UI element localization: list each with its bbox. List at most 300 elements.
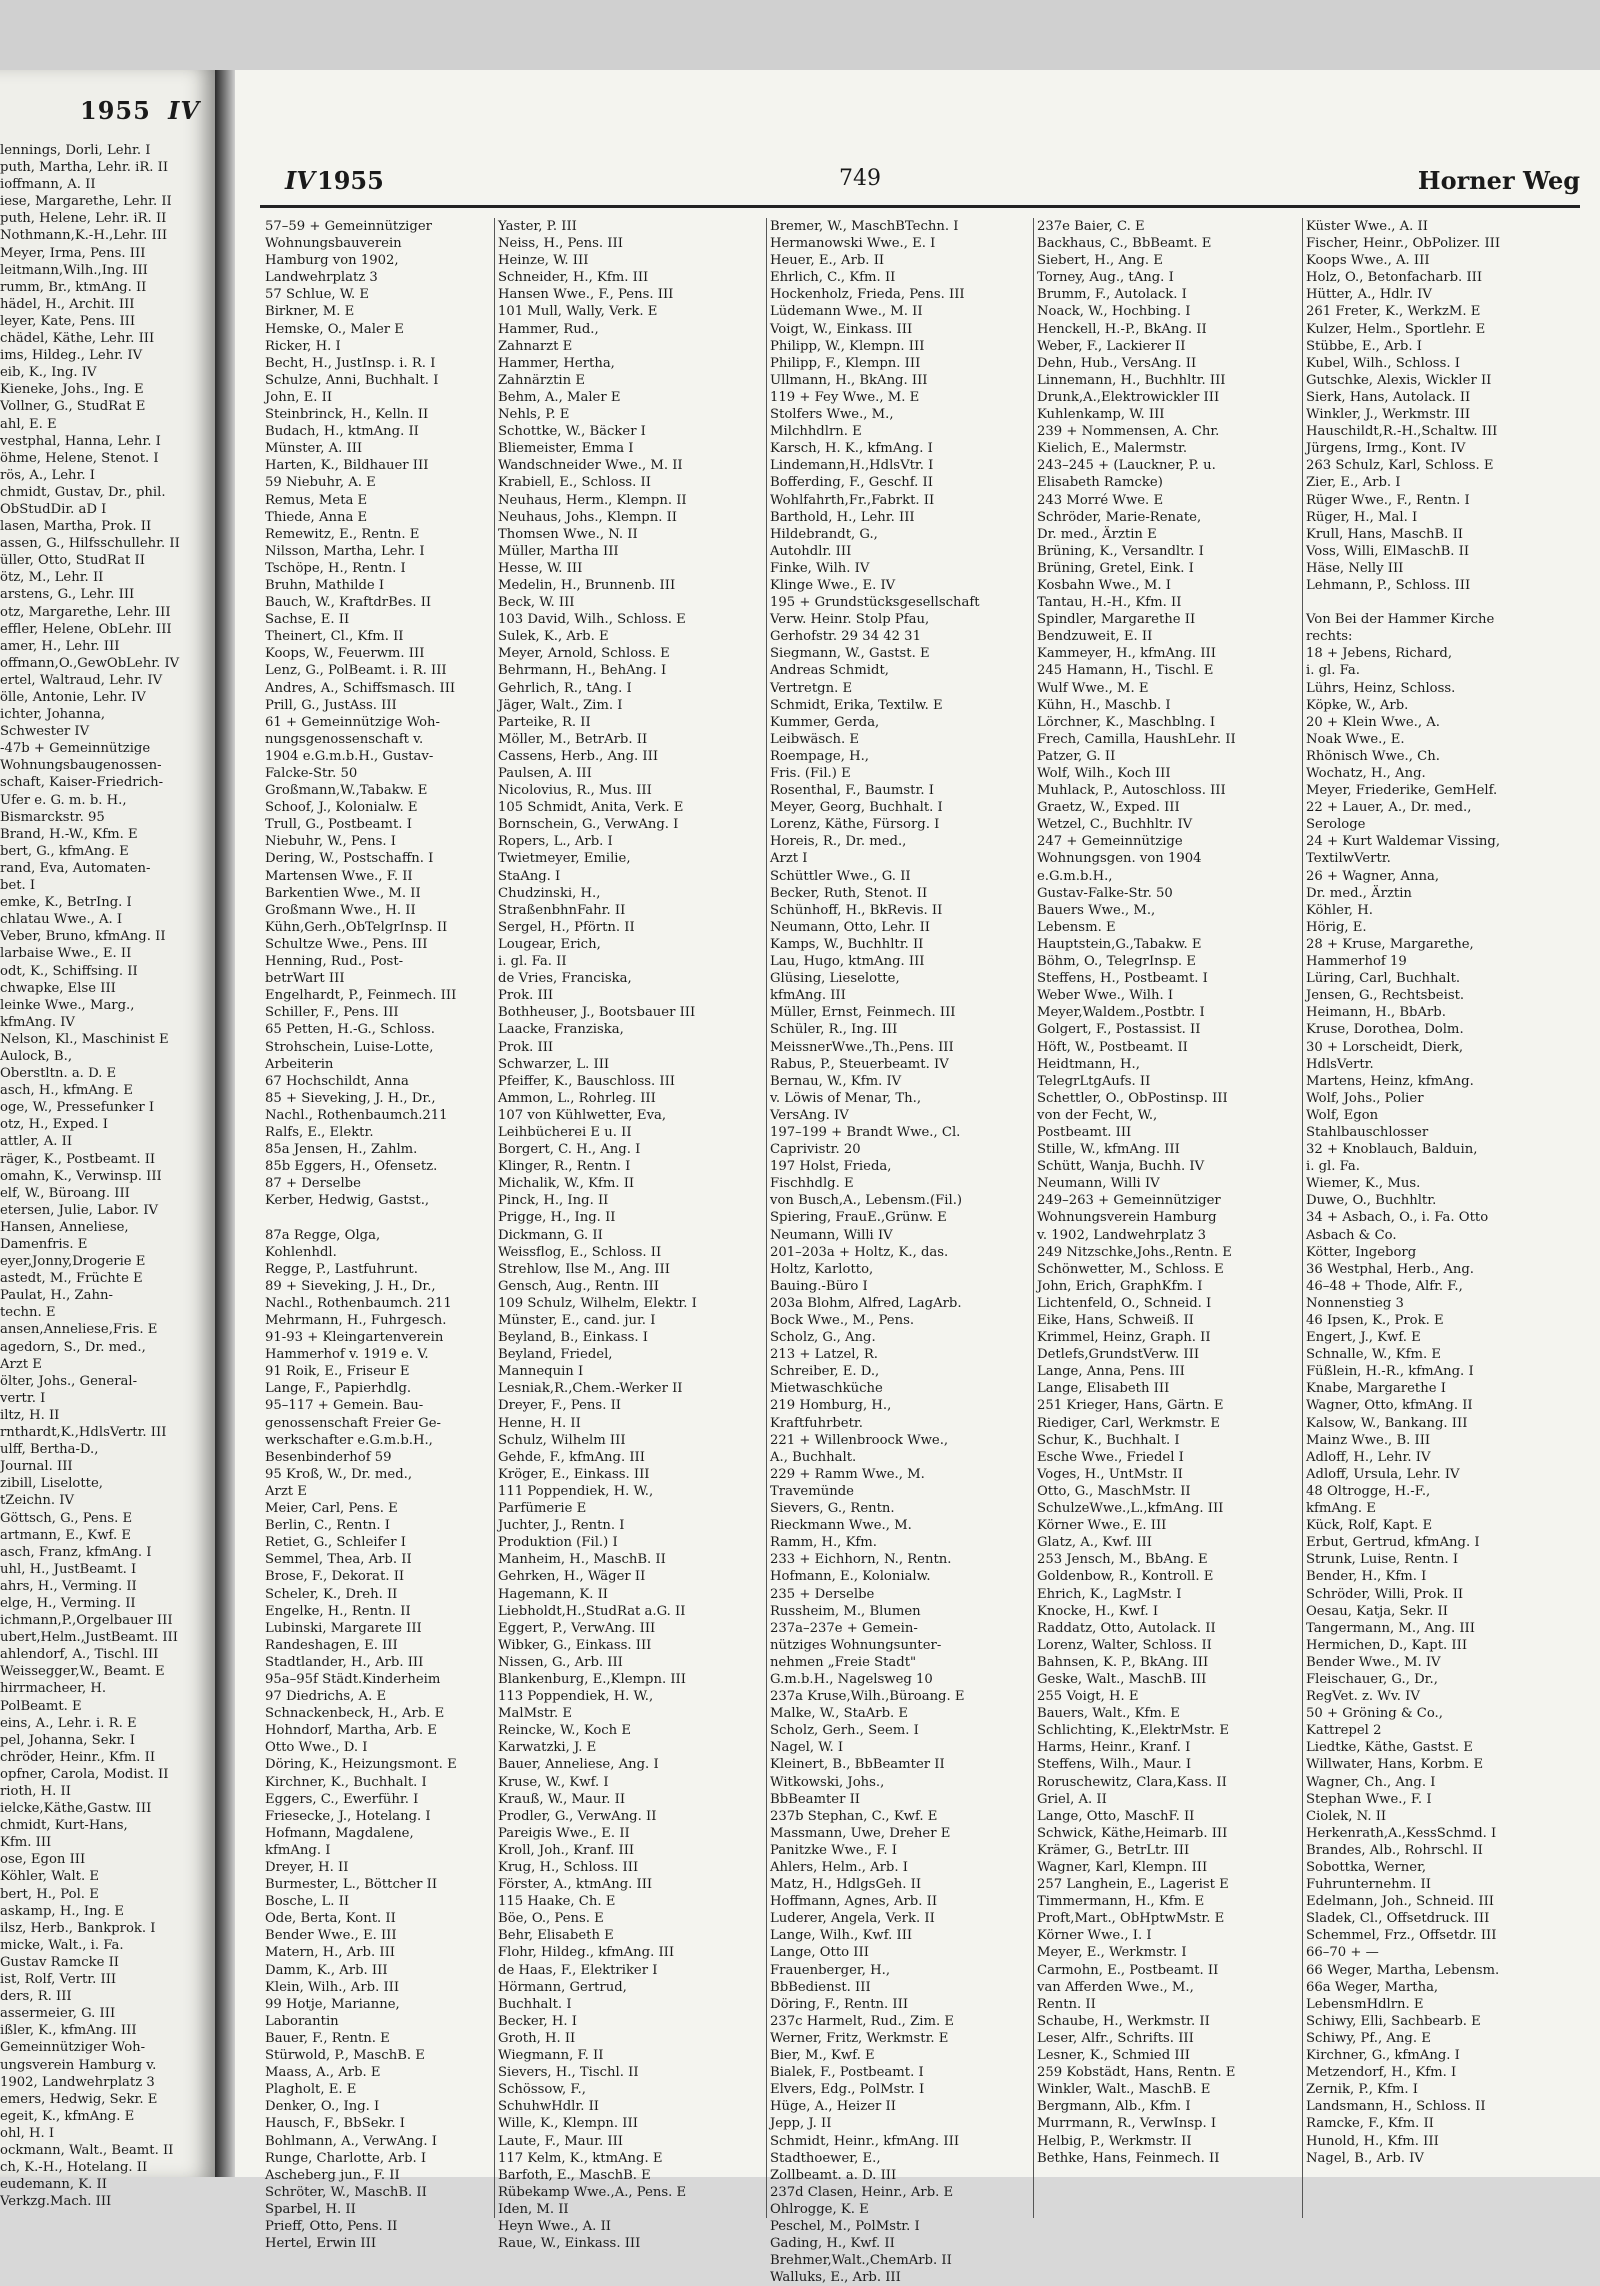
directory-entry: omahn, K., Verwinsp. III — [0, 1168, 162, 1184]
directory-entry: Beyland, B., Einkass. I — [498, 1330, 648, 1346]
directory-entry: ose, Egon III — [0, 1852, 86, 1868]
directory-entry: Hammerhof v. 1919 e. V. — [265, 1347, 429, 1363]
directory-entry: räger, K., Postbeamt. II — [0, 1151, 156, 1167]
directory-entry: Wochatz, H., Ang. — [1306, 766, 1426, 781]
directory-entry: Detlefs,GrundstVerw. III — [1037, 1347, 1200, 1363]
directory-entry: Verw. Heinr. Stolp Pfau, — [770, 612, 930, 628]
directory-entry: Schur, K., Buchhalt. I — [1037, 1432, 1180, 1448]
directory-entry: Chudzinski, H., — [498, 885, 601, 901]
directory-entry: Kroll, Joh., Kranf. III — [498, 1842, 635, 1858]
directory-entry: Nissen, G., Arb. III — [498, 1654, 623, 1670]
directory-entry: Eggers, C., Ewerführ. I — [265, 1791, 419, 1807]
directory-entry: Voges, H., UntMstr. II — [1037, 1466, 1183, 1482]
directory-entry: Rentn. II — [1037, 1996, 1096, 2012]
directory-entry: Lange, Otto III — [770, 1945, 869, 1961]
directory-entry: Schwarzer, L. III — [498, 1056, 610, 1072]
directory-entry: Metzendorf, H., Kfm. I — [1306, 2065, 1457, 2081]
directory-entry: Schössow, F., — [498, 2082, 586, 2098]
directory-entry: Elisabeth Ramcke) — [1037, 475, 1163, 491]
directory-entry: Blankenburg, E.,Klempn. III — [498, 1671, 686, 1687]
directory-entry: Hauptstein,G.,Tabakw. E — [1037, 936, 1202, 952]
directory-entry: Ode, Berta, Kont. II — [265, 1911, 396, 1927]
directory-entry: MalMstr. E — [498, 1706, 573, 1722]
directory-entry: kfmAng. III — [770, 988, 846, 1004]
directory-entry: Theinert, Cl., Kfm. II — [265, 629, 404, 645]
directory-entry: Körner Wwe., E. III — [1037, 1518, 1167, 1534]
directory-entry: Prill, G., JustAss. III — [265, 697, 397, 713]
directory-entry: Klein, Wilh., Arb. III — [265, 1979, 400, 1995]
directory-entry: Massmann, Uwe, Dreher E — [770, 1825, 951, 1841]
directory-entry: ahl, E. E — [0, 416, 57, 432]
directory-entry: Ropers, L., Arb. I — [498, 834, 613, 850]
directory-entry: Becker, Ruth, Stenot. II — [770, 885, 928, 901]
directory-entry: Postbeamt. III — [1037, 1124, 1132, 1140]
directory-entry: kfmAng. E — [1306, 1501, 1376, 1517]
directory-entry: Henning, Rud., Post- — [265, 954, 404, 970]
directory-entry: Glatz, A., Kwf. III — [1037, 1535, 1152, 1551]
directory-entry: Lesner, K., Schmied III — [1037, 2048, 1190, 2064]
directory-entry: Prigge, H., Ing. II — [498, 1210, 616, 1226]
directory-entry: Kötter, Ingeborg — [1306, 1244, 1417, 1260]
directory-entry: Müller, Ernst, Feinmech. III — [770, 1005, 956, 1021]
directory-entry: nütziges Wohnungsunter- — [770, 1637, 942, 1653]
directory-entry: 111 Poppendiek, H. W., — [498, 1483, 654, 1499]
directory-entry: Heinze, W. III — [498, 253, 589, 269]
directory-entry: 24 + Kurt Waldemar Vissing, — [1306, 834, 1501, 850]
directory-column-4 — [1037, 218, 1299, 2167]
directory-entry: lasen, Martha, Prok. II — [0, 519, 152, 535]
directory-entry: Harten, K., Bildhauer III — [265, 458, 429, 474]
directory-entry: rumm, Br., ktmAng. II — [0, 279, 147, 295]
directory-entry: nehmen „Freie Stadt" — [770, 1654, 917, 1670]
directory-entry: Retiet, G., Schleifer I — [265, 1535, 406, 1551]
directory-entry: betrWart III — [265, 971, 345, 987]
directory-entry: Nagel, W. I — [770, 1740, 844, 1756]
directory-entry: i. gl. Fa. II — [498, 954, 567, 970]
directory-entry: Meier, Carl, Pens. E — [265, 1501, 398, 1517]
directory-entry: Kattrepel 2 — [1306, 1723, 1382, 1739]
directory-entry: Schröder, Marie-Renate, — [1037, 509, 1202, 525]
directory-entry: Geske, Walt., MaschB. III — [1037, 1671, 1207, 1687]
directory-entry: Ahlers, Helm., Arb. I — [770, 1860, 908, 1875]
directory-entry: 59 Niebuhr, A. E — [265, 475, 376, 491]
directory-entry: Veber, Bruno, kfmAng. II — [0, 929, 166, 945]
directory-entry: 253 Jensch, M., BbAng. E — [1037, 1552, 1208, 1568]
directory-entry: Behm, A., Maler E — [498, 389, 621, 405]
directory-entry: zibill, Liselotte, — [0, 1476, 103, 1492]
directory-entry: Oberstltn. a. D. E — [0, 1066, 117, 1082]
directory-entry: Panitzke Wwe., F. I — [770, 1842, 897, 1858]
directory-entry: Zollbeamt. a. D. III — [770, 2167, 897, 2183]
directory-entry: Wille, K., Klempn. III — [498, 2116, 638, 2132]
directory-entry: chlatau Wwe., A. I — [0, 912, 123, 928]
directory-entry: Wetzel, C., Buchhltr. IV — [1037, 817, 1193, 833]
directory-entry: Fleischauer, G., Dr., — [1306, 1671, 1438, 1687]
directory-entry: elge, H., Verming. II — [0, 1595, 136, 1611]
directory-entry: Hörmann, Gertrud, — [498, 1979, 627, 1995]
directory-entry: Dr. med., Ärztin — [1306, 885, 1412, 901]
directory-entry: Barkentien Wwe., M. II — [265, 885, 421, 901]
directory-entry: bet. I — [0, 878, 36, 894]
directory-entry: Wiemer, K., Mus. — [1306, 1176, 1421, 1192]
directory-entry: Engert, J., Kwf. E — [1306, 1330, 1421, 1346]
directory-entry: Jürgens, Irmg., Kont. IV — [1306, 441, 1466, 457]
directory-entry: schaft, Kaiser-Friedrich- — [0, 775, 164, 791]
directory-entry: Schettler, O., ObPostinsp. III — [1037, 1090, 1228, 1106]
directory-entry: Rübekamp Wwe.,A., Pens. E — [498, 2184, 687, 2200]
directory-entry: Nachl., Rothenbaumch.211 — [265, 1107, 448, 1123]
directory-entry: Bruhn, Mathilde I — [265, 577, 385, 593]
directory-entry: Gutschke, Alexis, Wickler II — [1306, 372, 1492, 388]
directory-entry: chwapke, Else III — [0, 980, 116, 996]
directory-entry: Von Bei der Hammer Kirche — [1306, 612, 1495, 628]
directory-entry: Eggert, P., VerwAng. III — [498, 1620, 656, 1636]
directory-entry: Lau, Hugo, ktmAng. III — [770, 954, 925, 970]
directory-entry: 97 Diedrichs, A. E — [265, 1689, 387, 1705]
directory-entry: Lubinski, Margarete III — [265, 1620, 422, 1636]
directory-entry: hirrmacheer, H. — [0, 1681, 107, 1697]
directory-entry: 261 Freter, K., WerkzM. E — [1306, 304, 1481, 320]
directory-entry: 237b Stephan, C., Kwf. E — [770, 1808, 938, 1824]
directory-entry: Matern, H., Arb. III — [265, 1945, 396, 1961]
directory-entry: 57–59 + Gemeinnütziger — [265, 219, 432, 234]
directory-entry: Carmohn, E., Postbeamt. II — [1037, 1962, 1219, 1978]
directory-entry: Strohschein, Luise-Lotte, — [265, 1039, 434, 1055]
directory-entry: Zernik, P., Kfm. I — [1306, 2082, 1418, 2098]
directory-entry: Bosche, L. II — [265, 1894, 350, 1910]
directory-entry: i. gl. Fa. — [1306, 1159, 1360, 1175]
directory-entry: Klinger, R., Rentn. I — [498, 1159, 631, 1175]
directory-entry: Krämer, G., BetrLtr. III — [1037, 1842, 1190, 1858]
directory-entry: Meyer, E., Werkmstr. I — [1037, 1945, 1187, 1961]
directory-entry: Wohnungsbauverein — [265, 236, 402, 252]
street-name: Horner Weg — [1417, 166, 1580, 195]
directory-entry: Vollner, G., StudRat E — [0, 399, 146, 415]
directory-entry: Füßlein, H.-R., kfmAng. I — [1306, 1364, 1474, 1380]
directory-entry: Krauß, W., Maur. II — [498, 1791, 626, 1807]
directory-entry: G.m.b.H., Nagelsweg 10 — [770, 1671, 933, 1687]
directory-entry: 115 Haake, Ch. E — [498, 1894, 616, 1910]
directory-entry: Holtz, Karlotto, — [770, 1261, 874, 1277]
directory-entry: Becht, H., JustInsp. i. R. I — [265, 355, 436, 371]
directory-entry: Finke, Wilh. IV — [770, 560, 870, 576]
directory-entry: 30 + Lorscheidt, Dierk, — [1306, 1039, 1464, 1055]
directory-entry: von der Fecht, W., — [1037, 1107, 1158, 1123]
directory-entry: Schütt, Wanja, Buchh. IV — [1037, 1159, 1205, 1175]
directory-entry: Pinck, H., Ing. II — [498, 1193, 609, 1209]
directory-entry: Weissflog, E., Schloss. II — [498, 1244, 662, 1260]
directory-entry: Ehrich, K., LagMstr. I — [1037, 1586, 1182, 1602]
directory-entry: Wolf, Egon — [1306, 1107, 1379, 1123]
directory-entry: Nilsson, Martha, Lehr. I — [265, 543, 425, 559]
directory-entry: Luderer, Angela, Verk. II — [770, 1911, 935, 1927]
directory-entry: Kraftfuhrbetr. — [770, 1415, 863, 1431]
right-page-header — [235, 166, 1600, 206]
directory-entry: Weissegger,W., Beamt. E — [0, 1664, 165, 1680]
directory-entry: Brehmer,Walt.,ChemArb. II — [770, 2253, 952, 2269]
directory-entry: Paulat, H., Zahn- — [0, 1288, 113, 1304]
directory-entry: Bliemeister, Emma I — [498, 441, 634, 457]
directory-entry: Lichtenfeld, O., Schneid. I — [1037, 1295, 1212, 1311]
directory-entry: de Vries, Franciska, — [498, 971, 632, 987]
directory-entry: 87 + Derselbe — [265, 1176, 361, 1192]
directory-entry: Wohnungsgen. von 1904 — [1037, 851, 1202, 867]
directory-entry: Stephan Wwe., F. I — [1306, 1791, 1432, 1807]
directory-entry: Mehrmann, H., Fuhrgesch. — [265, 1313, 447, 1328]
directory-entry: 91-93 + Kleingartenverein — [265, 1330, 444, 1346]
directory-column-1 — [265, 218, 490, 2252]
directory-entry: Voss, Willi, ElMaschB. II — [1306, 543, 1470, 559]
directory-entry: Hörig, E. — [1306, 919, 1367, 935]
directory-entry: Muhlack, P., Autoschloss. III — [1037, 783, 1226, 799]
left-page-header — [80, 96, 200, 125]
directory-entry: Fris. (Fil.) E — [770, 766, 851, 781]
directory-entry: Thomsen Wwe., N. II — [498, 526, 638, 542]
directory-entry: Linnemann, H., Buchhltr. III — [1037, 372, 1226, 388]
directory-entry: Hoffmann, Agnes, Arb. II — [770, 1894, 938, 1910]
directory-entry: BbBedienst. III — [770, 1979, 871, 1995]
directory-entry: Meyer,Waldem.,Postbtr. I — [1037, 1005, 1205, 1021]
directory-entry: Erbut, Gertrud, kfmAng. I — [1306, 1535, 1480, 1551]
directory-entry: Neiss, H., Pens. III — [498, 236, 623, 252]
directory-entry: üller, Otto, StudRat II — [0, 553, 145, 569]
directory-entry: Dreyer, H. II — [265, 1860, 349, 1875]
directory-entry: Lange, Wilh., Kwf. III — [770, 1928, 913, 1944]
directory-entry: Schröter, W., MaschB. II — [265, 2184, 427, 2200]
directory-entry: Twietmeyer, Emilie, — [498, 851, 631, 867]
directory-entry: pel, Johanna, Sekr. I — [0, 1732, 135, 1748]
directory-entry: Lehmann, P., Schloss. III — [1306, 577, 1471, 593]
directory-entry: Köhler, Walt. E — [0, 1869, 99, 1885]
directory-entry: bert, G., kfmAng. E — [0, 843, 129, 859]
directory-entry: Horeis, R., Dr. med., — [770, 834, 907, 850]
directory-entry: Prok. III — [498, 988, 554, 1004]
directory-entry: nungsgenossenschaft v. — [265, 731, 424, 747]
directory-entry: Wulf Wwe., M. E — [1037, 680, 1149, 696]
directory-entry: SchulzeWwe.,L.,kfmAng. III — [1037, 1501, 1224, 1517]
directory-entry: Dering, W., Postschaffn. I — [265, 851, 434, 867]
directory-entry: Häse, Nelly III — [1306, 560, 1404, 576]
directory-entry: 95–117 + Gemein. Bau- — [265, 1398, 424, 1414]
directory-entry: 249 Nitzschke,Johs.,Rentn. E — [1037, 1244, 1232, 1260]
directory-entry: emers, Hedwig, Sekr. E — [0, 2091, 158, 2107]
directory-entry: 67 Hochschildt, Anna — [265, 1073, 409, 1089]
directory-entry: Wandschneider Wwe., M. II — [498, 458, 683, 474]
directory-entry: 255 Voigt, H. E — [1037, 1689, 1139, 1705]
directory-entry: Hesse, W. III — [498, 560, 583, 576]
directory-entry: Liedtke, Käthe, Gastst. E — [1306, 1740, 1473, 1756]
directory-entry: Beyland, Friedel, — [498, 1347, 613, 1363]
directory-entry: Bender, H., Kfm. I — [1306, 1569, 1427, 1585]
directory-entry: leitmann,Wilh.,Ing. III — [0, 262, 148, 278]
directory-entry: emke, K., BetrIng. I — [0, 895, 132, 911]
directory-entry: Ciolek, N. II — [1306, 1808, 1387, 1824]
directory-entry: Karwatzki, J. E — [498, 1740, 597, 1756]
directory-entry: Helbig, P., Werkmstr. II — [1037, 2133, 1192, 2149]
directory-entry: ObStudDir. aD I — [0, 501, 107, 517]
directory-entry: ichmann,P.,Orgelbauer III — [0, 1613, 173, 1629]
directory-entry: Lüdemann Wwe., M. II — [770, 304, 923, 320]
directory-entry: Werner, Fritz, Werkmstr. E — [770, 2030, 949, 2046]
directory-entry: Hildebrandt, G., — [770, 526, 878, 542]
directory-entry: Bergmann, Alb., Kfm. I — [1037, 2099, 1191, 2115]
directory-entry: Ascheberg jun., F. II — [265, 2167, 400, 2183]
directory-entry: Bohlmann, A., VerwAng. I — [265, 2133, 437, 2149]
directory-entry: Tantau, H.-H., Kfm. II — [1037, 595, 1182, 611]
directory-entry: Stübbe, E., Arb. I — [1306, 338, 1422, 354]
directory-entry: agedorn, S., Dr. med., — [0, 1339, 146, 1355]
directory-entry: Lorenz, Käthe, Fürsorg. I — [770, 817, 940, 833]
directory-entry: oge, W., Pressefunker I — [0, 1100, 155, 1116]
directory-entry: Landwehrplatz 3 — [265, 270, 378, 286]
directory-entry: v. 1902, Landwehrplatz 3 — [1037, 1227, 1207, 1243]
directory-entry: Kirchner, K., Buchhalt. I — [265, 1774, 427, 1790]
directory-entry: Hagemann, K. II — [498, 1586, 609, 1602]
directory-entry: eib, K., Ing. IV — [0, 365, 97, 381]
directory-entry: rechts: — [1306, 629, 1353, 645]
directory-entry: 91 Roik, E., Friseur E — [265, 1364, 410, 1380]
directory-entry: Meyer, Irma, Pens. III — [0, 245, 146, 261]
directory-entry: Lebensm. E — [1037, 919, 1116, 935]
directory-entry: Ralfs, E., Elektr. — [265, 1124, 374, 1140]
directory-entry: leyer, Kate, Pens. III — [0, 313, 136, 329]
directory-entry: eins, A., Lehr. i. R. E — [0, 1715, 137, 1731]
directory-entry: de Haas, F., Elektriker I — [498, 1962, 658, 1978]
directory-entry: Wohnungsverein Hamburg — [1037, 1210, 1217, 1226]
directory-entry: Strehlow, Ilse M., Ang. III — [498, 1261, 670, 1277]
directory-entry: ohl, H. I — [0, 2125, 55, 2141]
directory-entry: Fuhrunternehm. II — [1306, 1877, 1431, 1893]
directory-entry: Elvers, Edg., PolMstr. I — [770, 2082, 925, 2098]
directory-entry: Remus, Meta E — [265, 492, 368, 508]
directory-entry: rnthardt,K.,HdlsVertr. III — [0, 1425, 167, 1441]
directory-entry: Hammer, Hertha, — [498, 355, 615, 371]
directory-entry: artmann, E., Kwf. E — [0, 1527, 131, 1543]
directory-entry: Pfeiffer, K., Bauschloss. III — [498, 1073, 676, 1089]
directory-entry — [265, 1209, 490, 1226]
directory-entry: ißler, K., kfmAng. III — [0, 2023, 137, 2039]
directory-entry: ielcke,Käthe,Gastw. III — [0, 1801, 152, 1817]
directory-entry: Brandes, Alb., Rohrschl. II — [1306, 1842, 1483, 1858]
directory-entry: 28 + Kruse, Margarethe, — [1306, 936, 1474, 952]
directory-entry: ungsverein Hamburg v. — [0, 2057, 157, 2073]
directory-entry: Neumann, Otto, Lehr. II — [770, 919, 931, 935]
directory-entry: Hausch, F., BbSekr. I — [265, 2116, 405, 2132]
directory-entry: 61 + Gemeinnützige Woh- — [265, 714, 441, 730]
directory-entry: Schüler, R., Ing. III — [770, 1022, 898, 1038]
directory-entry: Münster, E., cand. jur. I — [498, 1313, 656, 1328]
directory-entry: Lindemann,H.,HdlsVtr. I — [770, 458, 934, 474]
directory-entry: Koops Wwe., A. III — [1306, 253, 1430, 269]
directory-entry: ubert,Helm.,JustBeamt. III — [0, 1630, 178, 1646]
directory-entry: Jäger, Walt., Zim. I — [498, 697, 623, 713]
directory-entry: Hunold, H., Kfm. III — [1306, 2133, 1439, 2149]
directory-entry: lennings, Dorli, Lehr. I — [0, 143, 151, 158]
directory-entry: etersen, Julie, Labor. IV — [0, 1202, 159, 1218]
directory-entry: Semmel, Thea, Arb. II — [265, 1552, 412, 1568]
directory-entry: Hammer, Rud., — [498, 321, 599, 337]
directory-entry: vertr. I — [0, 1390, 46, 1406]
directory-entry: Kieneke, Johs., Ing. E — [0, 382, 144, 398]
directory-entry: Proft,Mart., ObHptwMstr. E — [1037, 1911, 1225, 1927]
directory-entry: Tschöpe, H., Rentn. I — [265, 560, 406, 576]
directory-entry: Nothmann,K.-H.,Lehr. III — [0, 228, 168, 244]
directory-entry: Bothheuser, J., Bootsbauer III — [498, 1005, 696, 1021]
directory-entry: Verkzg.Mach. III — [0, 2194, 112, 2210]
directory-entry: Mietwaschküche — [770, 1381, 883, 1397]
directory-entry: Wibker, G., Einkass. III — [498, 1637, 652, 1653]
directory-entry: Prieff, Otto, Pens. II — [265, 2218, 398, 2234]
directory-entry: Gustav-Falke-Str. 50 — [1037, 885, 1173, 901]
directory-entry: 113 Poppendiek, H. W., — [498, 1689, 654, 1705]
directory-entry: 85b Eggers, H., Ofensetz. — [265, 1159, 438, 1175]
directory-entry: Strunk, Luise, Rentn. I — [1306, 1552, 1459, 1568]
directory-entry: Lörchner, K., Maschblng. I — [1037, 714, 1216, 730]
directory-entry: Andreas Schmidt, — [770, 663, 889, 679]
directory-entry: Gehde, F., kfmAng. III — [498, 1449, 645, 1465]
directory-entry: 263 Schulz, Karl, Schloss. E — [1306, 458, 1494, 474]
directory-entry: Meyer, Friederike, GemHelf. — [1306, 783, 1498, 799]
directory-entry: Engelhardt, P., Feinmech. III — [265, 988, 457, 1004]
directory-entry: Prok. III — [498, 1039, 554, 1055]
directory-entry: Böhm, O., TelegrInsp. E — [1037, 954, 1196, 970]
directory-entry: Ricker, H. I — [265, 338, 341, 354]
directory-entry: Oesau, Katja, Sekr. II — [1306, 1603, 1448, 1619]
directory-entry: Wagner, Otto, kfmAng. II — [1306, 1398, 1473, 1414]
directory-entry: 251 Krieger, Hans, Gärtn. E — [1037, 1398, 1224, 1414]
directory-entry: Peschel, M., PolMstr. I — [770, 2218, 920, 2234]
directory-entry: Bornschein, G., VerwAng. I — [498, 817, 679, 833]
directory-entry: Hertel, Erwin III — [265, 2236, 377, 2252]
directory-entry: Bahnsen, K. P., BkAng. III — [1037, 1654, 1209, 1670]
directory-entry: Gerhofstr. 29 34 42 31 — [770, 629, 921, 645]
directory-entry: Eike, Hans, Schweiß. II — [1037, 1313, 1194, 1328]
directory-entry: Stadthoewer, E., — [770, 2150, 881, 2166]
directory-entry: ichter, Johanna, — [0, 707, 106, 723]
directory-entry: Rüger Wwe., F., Rentn. I — [1306, 492, 1470, 508]
directory-entry: ertel, Waltraud, Lehr. IV — [0, 672, 163, 688]
directory-entry: Hansen Wwe., F., Pens. III — [498, 287, 674, 303]
directory-entry: Brumm, F., Autolack. I — [1037, 287, 1187, 303]
directory-entry: Steffens, H., Postbeamt. I — [1037, 971, 1208, 987]
directory-entry: Bock Wwe., M., Pens. — [770, 1313, 915, 1328]
directory-entry: Höft, W., Postbeamt. II — [1037, 1039, 1188, 1055]
directory-entry: PolBeamt. E — [0, 1698, 82, 1714]
directory-entry: Schmidt, Heinr., kfmAng. III — [770, 2133, 960, 2149]
directory-entry: Großmann Wwe., H. II — [265, 902, 416, 918]
directory-entry: Heidtmann, H., — [1037, 1056, 1140, 1072]
directory-entry: LebensmHdlrn. E — [1306, 1996, 1424, 2012]
directory-entry: 119 + Fey Wwe., M. E — [770, 389, 920, 405]
directory-entry: ch, K.-H., Hotelang. II — [0, 2160, 148, 2176]
directory-entry: von Busch,A., Lebensm.(Fil.) — [770, 1193, 963, 1209]
directory-entry: Wagner, Karl, Klempn. III — [1037, 1860, 1208, 1875]
directory-entry: 213 + Latzel, R. — [770, 1347, 878, 1363]
directory-entry: Neuhaus, Herm., Klempn. II — [498, 492, 687, 508]
directory-entry: Schreiber, E. D., — [770, 1364, 880, 1380]
directory-entry: ders, R. III — [0, 1989, 72, 2005]
directory-entry: Schlichting, K.,ElektrMstr. E — [1037, 1723, 1229, 1739]
directory-entry: Kubel, Wilh., Schloss. I — [1306, 355, 1460, 371]
directory-entry: Rüger, H., Mal. I — [1306, 509, 1418, 525]
directory-entry: Bauing.-Büro I — [770, 1278, 868, 1294]
directory-entry: Groth, H. II — [498, 2030, 576, 2046]
directory-entry: 203a Blohm, Alfred, LagArb. — [770, 1295, 962, 1311]
directory-entry: Kalsow, W., Bankang. III — [1306, 1415, 1468, 1431]
directory-entry: Sievers, H., Tischl. II — [498, 2065, 639, 2081]
directory-entry: Lange, Elisabeth III — [1037, 1381, 1170, 1397]
directory-entry: otz, Margarethe, Lehr. III — [0, 604, 171, 620]
